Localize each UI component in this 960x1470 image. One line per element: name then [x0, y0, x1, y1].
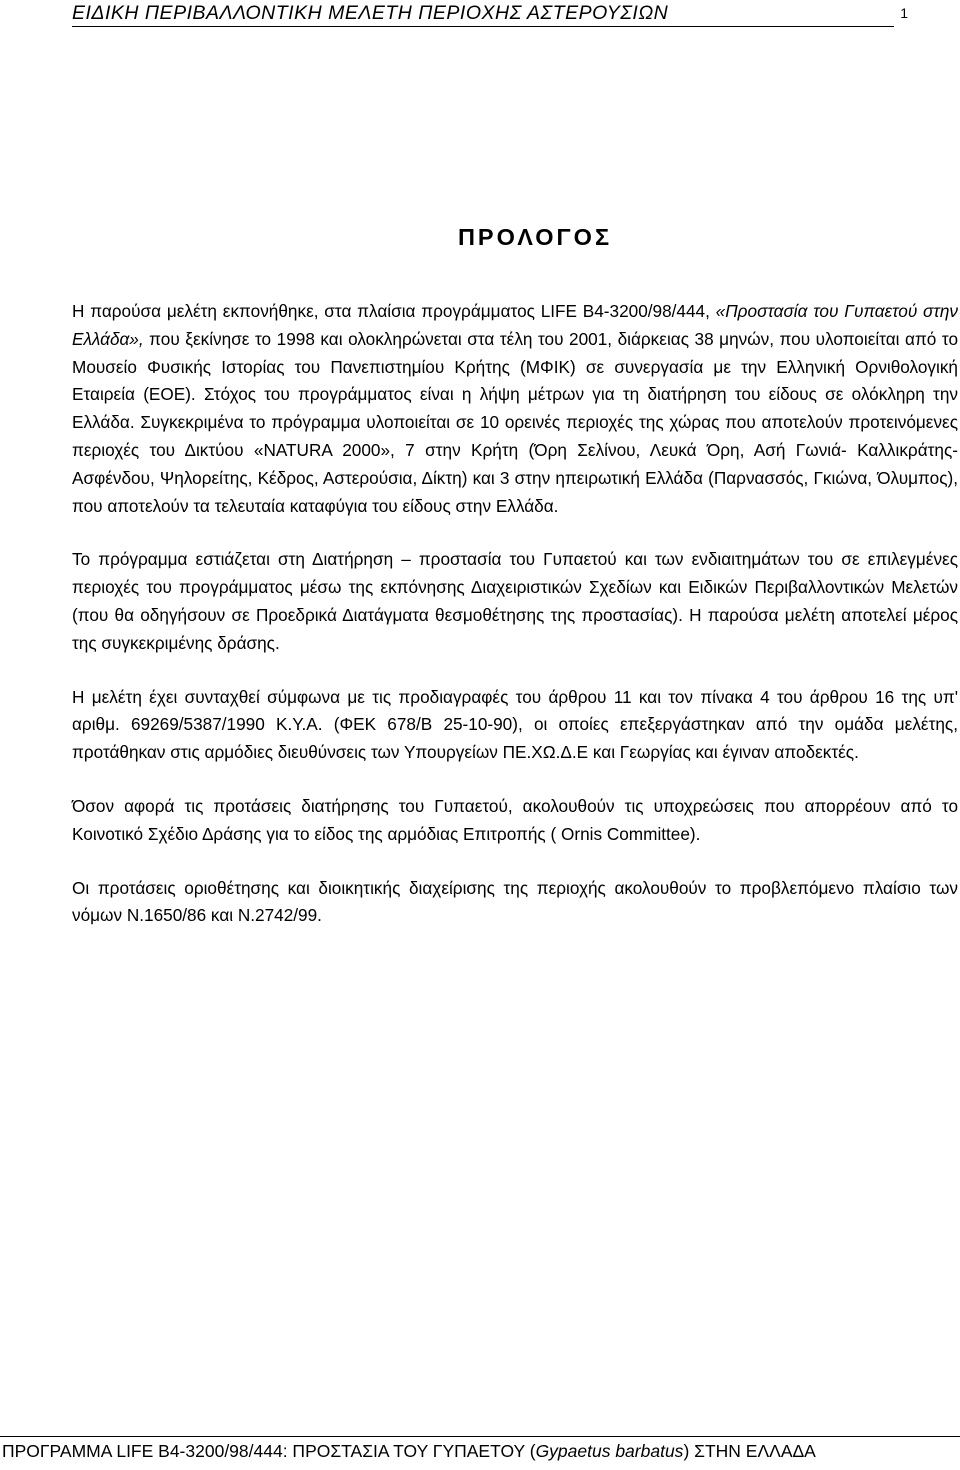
footer-divider	[0, 1436, 960, 1437]
paragraph-5: Οι προτάσεις οριοθέτησης και διοικητικής διαχείρισης της περιοχής ακολουθούν το προβλεπόμενο πλαίσιο των νόμων Ν.1650/86 και Ν.2742/99.	[72, 877, 958, 926]
footer-prefix: ΠΡΟΓΡΑΜΜΑ LIFE B4-3200/98/444: ΠΡΟΣΤΑΣΙΑ ΤΟΥ ΓΥΠΑΕΤΟΥ (	[2, 1441, 536, 1461]
header-title: ΕΙΔΙΚΗ ΠΕΡΙΒΑΛΛΟΝΤΙΚΗ ΜΕΛΕΤΗ ΠΕΡΙΟΧΗΣ ΑΣΤΕΡΟΥΣΙΩΝ	[72, 2, 669, 24]
paragraph-1	[72, 298, 958, 520]
page-header	[72, 0, 908, 27]
page-number: 1	[900, 5, 908, 21]
paragraph-1-lead: Η παρούσα μελέτη εκπονήθηκε, στα πλαίσια προγράμματος LIFE B4-3200/98/444,	[72, 301, 716, 321]
paragraph-1-rest: που ξεκίνησε το 1998 και ολοκληρώνεται στα τέλη του 2001, διάρκειας 38 μηνών, που υλοποιείται από το Μουσείο Φυσικής Ιστορίας του Πανεπιστημίου Κρήτης (ΜΦΙΚ) σε συνεργασία με την Ελληνική Ορνιθολογική Εταιρεία (ΕΟΕ). Στόχος του προγράμματος είναι η λήψη μέτρων για τη διατήρηση του είδους σε ολόκληρη την Ελλάδα. Συγκεκριμένα το πρόγραμμα υλοποιείται σε 10 ορεινές περιοχές της χώρας που αποτελούν προτεινόμενες περιοχές του Δικτύου «NATURA 2000», 7 στην Κρήτη (Όρη Σελίνου, Λευκά Όρη, Ασή Γωνιά- Καλλικράτης- Ασφένδου, Ψηλορείτης, Κέδρος, Αστερούσια, Δίκτη) και 3 στην ηπειρωτική Ελλάδα (Παρνασσός, Γκιώνα, Όλυμπος), που αποτελούν τα τελευταία καταφύγια του είδους στην Ελλάδα.	[72, 328, 958, 516]
footer-suffix: ) ΣΤΗΝ ΕΛΛΑΔΑ	[683, 1441, 816, 1461]
paragraph-2: Το πρόγραμμα εστιάζεται στη Διατήρηση – προστασία του Γυπαετού και των ενδιαιτημάτων του σε επιλεγμένες περιοχές του προγράμματος μέσω της εκπόνησης Διαχειριστικών Σχεδίων και Ειδικών Περιβαλλοντικών Μελετών (που θα οδηγήσουν σε Προεδρικά Διατάγματα θεσμοθέτησης της προστασίας). Η παρούσα μελέτη αποτελεί μέρος της συγκεκριμένης δράσης.	[72, 549, 958, 653]
footer-text	[2, 1441, 816, 1462]
paragraph-3: Η μελέτη έχει συνταχθεί σύμφωνα με τις προδιαγραφές του άρθρου 11 και τον πίνακα 4 του άρθρου 16 της υπ' αριθμ. 69269/5387/1990 Κ.Υ.Α. (ΦΕΚ 678/Β 25-10-90), οι οποίες επεξεργάστηκαν από την ομάδα μελέτης, προτάθηκαν στις αρμόδιες διευθύνσεις των Υπουργείων ΠΕ.ΧΩ.Δ.Ε και Γεωργίας και έγιναν αποδεκτές.	[72, 686, 958, 763]
document-body	[72, 298, 958, 956]
section-title: ΠΡΟΛΟΓΟΣ	[457, 224, 613, 250]
page-footer	[0, 1436, 960, 1470]
footer-scientific-name: Gypaetus barbatus	[535, 1441, 684, 1461]
program-title: «Προστασία του Γυπαετού στην Ελλάδα»,	[72, 301, 958, 349]
paragraph-4: Όσον αφορά τις προτάσεις διατήρησης του Γυπαετού, ακολουθούν τις υποχρεώσεις που απορρέουν από το Κοινοτικό Σχέδιο Δράσης για το είδος της αρμόδιας Επιτροπής ( Ornis Committee).	[72, 795, 958, 844]
